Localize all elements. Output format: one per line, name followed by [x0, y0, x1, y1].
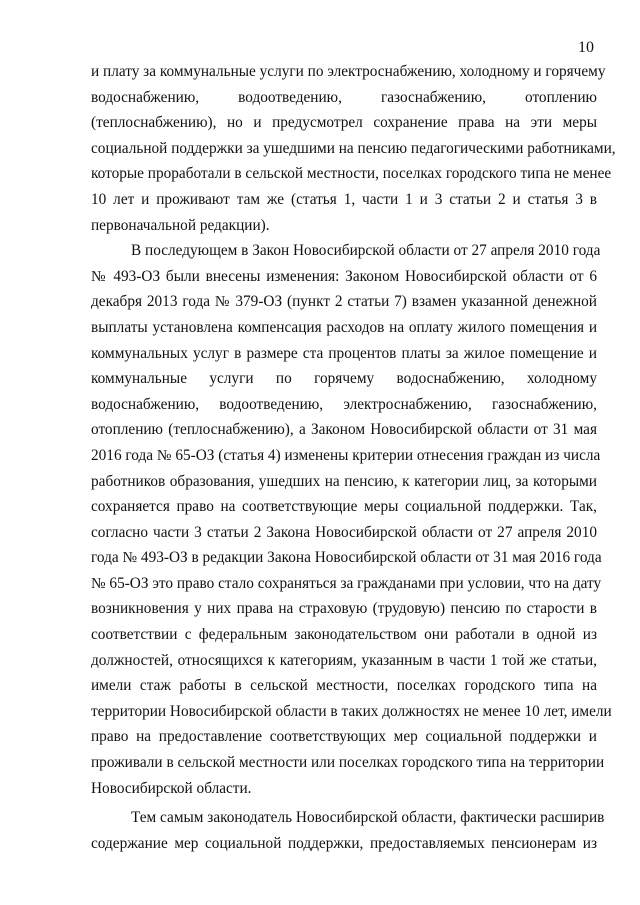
text-line: водоснабжению, водоотведению, электроснабжению, газоснабжению,: [91, 395, 597, 413]
text-line: отоплению (теплоснабжению), а Законом Новосибирской области от 31 мая: [91, 421, 597, 439]
text-line: которые проработали в сельской местности, поселках городского типа не менее: [91, 165, 612, 183]
text-line: соответствии с федеральным законодательством они работали в одной из: [91, 626, 597, 644]
text-line: содержание мер социальной поддержки, предоставляемых пенсионерам из: [91, 834, 597, 852]
text-line: № 493-ОЗ были внесены изменения: Законом Новосибирской области от 6: [91, 267, 597, 285]
text-line: Тем самым законодатель Новосибирской области, фактически расширив: [131, 809, 605, 827]
text-line: 2016 года № 65-ОЗ (статья 4) изменены критерии отнесения граждан из числа: [91, 446, 601, 464]
text-line: водоснабжению, водоотведению, газоснабжению, отоплению: [91, 88, 597, 106]
text-line: проживали в сельской местности или поселках городского типа на территории: [91, 754, 605, 772]
text-line: возникновения у них права на страховую (трудовую) пенсию по старости в: [91, 600, 597, 618]
text-line: первоначальной редакции).: [91, 216, 270, 234]
page-number: 10: [578, 39, 594, 56]
paragraph-3: [91, 805, 605, 856]
paragraph-2: [91, 238, 612, 801]
text-line: коммунальных услуг в размере ста процентов платы за жилое помещение и: [91, 344, 597, 362]
text-line: имели стаж работы в сельской местности, поселках городского типа на: [91, 677, 597, 695]
text-line: декабря 2013 года № 379-ОЗ (пункт 2 статьи 7) взамен указанной денежной: [91, 293, 597, 311]
text-line: согласно части 3 статьи 2 Закона Новосибирской области от 27 апреля 2010: [91, 523, 597, 541]
text-line: № 65-ОЗ это право стало сохраняться за гражданами при условии, что на дату: [91, 574, 602, 592]
text-line: года № 493-ОЗ в редакции Закона Новосибирской области от 31 мая 2016 года: [91, 549, 602, 567]
text-line: работников образования, ушедших на пенсию, к категории лиц, за которыми: [91, 472, 597, 490]
text-line: В последующем в Закон Новосибирской области от 27 апреля 2010 года: [131, 242, 601, 260]
text-line: Новосибирской области.: [91, 779, 252, 797]
text-line: выплаты установлена компенсация расходов на оплату жилого помещения и: [91, 318, 597, 336]
text-line: сохраняется право на соответствующие меры социальной поддержки. Так,: [91, 498, 597, 516]
paragraph-1: [91, 59, 616, 238]
text-line: и плату за коммунальные услуги по электроснабжению, холодному и горячему: [91, 63, 606, 80]
text-line: территории Новосибирской области в таких должностях не менее 10 лет, имели: [91, 702, 612, 720]
text-line: должностей, относящихся к категориям, указанным в части 1 той же статьи,: [91, 651, 597, 669]
document-body: [91, 59, 616, 856]
text-line: право на предоставление соответствующих мер социальной поддержки и: [91, 728, 597, 746]
text-line: (теплоснабжению), но и предусмотрел сохранение права на эти меры: [91, 114, 597, 132]
text-line: коммунальные услуги по горячему водоснабжению, холодному: [91, 370, 597, 388]
text-line: 10 лет и проживают там же (статья 1, части 1 и 3 статьи 2 и статья 3 в: [91, 190, 597, 208]
text-line: социальной поддержки за ушедшими на пенсию педагогическими работниками,: [91, 139, 616, 157]
